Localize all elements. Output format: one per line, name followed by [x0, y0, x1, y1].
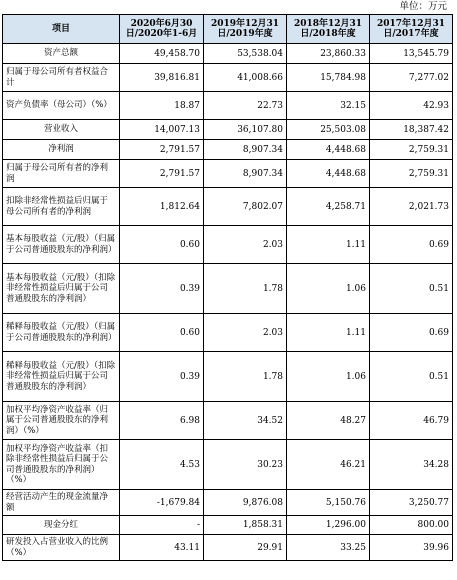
cell-value: 4,258.71: [287, 188, 370, 226]
cell-value: 800.00: [370, 516, 453, 535]
financial-summary-table: [2, 14, 453, 561]
header-period: 2019年12月31日/2019年度: [204, 15, 287, 44]
cell-value: 7,277.02: [370, 64, 453, 92]
cell-value: 1,858.31: [204, 516, 287, 535]
cell-value: 43.11: [120, 535, 204, 561]
cell-value: 30.23: [204, 440, 287, 490]
table-row: [3, 402, 453, 440]
cell-value: -1,679.84: [120, 490, 204, 516]
table-row: [3, 160, 453, 188]
cell-value: 18,387.42: [370, 120, 453, 140]
table-row: [3, 440, 453, 490]
cell-value: 13,545.79: [370, 44, 453, 64]
cell-value: 41,008.66: [204, 64, 287, 92]
header-period: 2017年12月31日/2017年度: [370, 15, 453, 44]
cell-value: 25,503.08: [287, 120, 370, 140]
cell-value: 34.28: [370, 440, 453, 490]
table-row: [3, 226, 453, 264]
cell-value: 48.27: [287, 402, 370, 440]
row-label: 基本每股收益（元/股）（扣除非经常性损益后归属于公司普通股股东的净利润）: [3, 264, 120, 314]
table-row: [3, 352, 453, 402]
cell-value: 1.78: [204, 264, 287, 314]
cell-value: 29.91: [204, 535, 287, 561]
unit-label: 单位：万元: [399, 1, 447, 12]
cell-value: 8,907.34: [204, 140, 287, 160]
cell-value: 49,458.70: [120, 44, 204, 64]
cell-value: 0.39: [120, 352, 204, 402]
cell-value: 0.39: [120, 264, 204, 314]
cell-value: 3,250.77: [370, 490, 453, 516]
cell-value: 36,107.80: [204, 120, 287, 140]
cell-value: 46.79: [370, 402, 453, 440]
table-row: [3, 120, 453, 140]
cell-value: 0.69: [370, 226, 453, 264]
cell-value: 15,784.98: [287, 64, 370, 92]
cell-value: 39.96: [370, 535, 453, 561]
cell-value: 18.87: [120, 92, 204, 120]
table-header-row: [3, 15, 453, 44]
cell-value: 2.03: [204, 314, 287, 352]
cell-value: 1.11: [287, 314, 370, 352]
table-row: [3, 314, 453, 352]
cell-value: 53,538.04: [204, 44, 287, 64]
row-label: 净利润: [3, 140, 120, 160]
cell-value: 2,759.31: [370, 140, 453, 160]
cell-value: -: [120, 516, 204, 535]
row-label: 经营活动产生的现金流量净额: [3, 490, 120, 516]
cell-value: 39,816.81: [120, 64, 204, 92]
row-label: 营业收入: [3, 120, 120, 140]
table-row: [3, 44, 453, 64]
table-row: [3, 64, 453, 92]
cell-value: 1.06: [287, 352, 370, 402]
cell-value: 0.60: [120, 314, 204, 352]
cell-value: 34.52: [204, 402, 287, 440]
cell-value: 4,448.68: [287, 160, 370, 188]
row-label: 加权平均净资产收益率（归属于公司普通股股东的净利润）（%）: [3, 402, 120, 440]
cell-value: 1,812.64: [120, 188, 204, 226]
table-row: [3, 188, 453, 226]
row-label: 资产负债率（母公司）（%）: [3, 92, 120, 120]
cell-value: 0.51: [370, 352, 453, 402]
cell-value: 2.03: [204, 226, 287, 264]
cell-value: 1,296.00: [287, 516, 370, 535]
table-row: [3, 490, 453, 516]
cell-value: 2,791.57: [120, 140, 204, 160]
table-row: [3, 92, 453, 120]
row-label: 现金分红: [3, 516, 120, 535]
cell-value: 23,860.33: [287, 44, 370, 64]
row-label: 资产总额: [3, 44, 120, 64]
header-period: 2020年6月30日/2020年1-6月: [120, 15, 204, 44]
cell-value: 46.21: [287, 440, 370, 490]
header-item: 项目: [3, 15, 120, 44]
cell-value: 5,150.76: [287, 490, 370, 516]
cell-value: 2,759.31: [370, 160, 453, 188]
cell-value: 42.93: [370, 92, 453, 120]
cell-value: 9,876.08: [204, 490, 287, 516]
cell-value: 0.69: [370, 314, 453, 352]
row-label: 加权平均净资产收益率（扣除非经常性损益后归属于公司普通股股东的净利润）（%）: [3, 440, 120, 490]
cell-value: 1.78: [204, 352, 287, 402]
table-row: [3, 140, 453, 160]
header-period: 2018年12月31日/2018年度: [287, 15, 370, 44]
row-label: 稀释每股收益（元/股）（扣除非经常性损益后归属于公司普通股股东的净利润）: [3, 352, 120, 402]
cell-value: 7,802.07: [204, 188, 287, 226]
cell-value: 1.11: [287, 226, 370, 264]
cell-value: 32.15: [287, 92, 370, 120]
table-row: [3, 264, 453, 314]
row-label: 扣除非经常性损益后归属于母公司所有者的净利润: [3, 188, 120, 226]
table-row: [3, 516, 453, 535]
cell-value: 6.98: [120, 402, 204, 440]
cell-value: 0.51: [370, 264, 453, 314]
cell-value: 14,007.13: [120, 120, 204, 140]
row-label: 稀释每股收益（元/股）（归属于公司普通股股东的净利润）: [3, 314, 120, 352]
cell-value: 4,448.68: [287, 140, 370, 160]
cell-value: 0.60: [120, 226, 204, 264]
cell-value: 4.53: [120, 440, 204, 490]
cell-value: 22.73: [204, 92, 287, 120]
cell-value: 8,907.34: [204, 160, 287, 188]
cell-value: 33.25: [287, 535, 370, 561]
row-label: 研发投入占营业收入的比例（%）: [3, 535, 120, 561]
table-row: [3, 535, 453, 561]
cell-value: 2,791.57: [120, 160, 204, 188]
cell-value: 1.06: [287, 264, 370, 314]
row-label: 基本每股收益（元/股）（归属于公司普通股股东的净利润）: [3, 226, 120, 264]
row-label: 归属于母公司所有者权益合计: [3, 64, 120, 92]
row-label: 归属于母公司所有者的净利润: [3, 160, 120, 188]
cell-value: 2,021.73: [370, 188, 453, 226]
